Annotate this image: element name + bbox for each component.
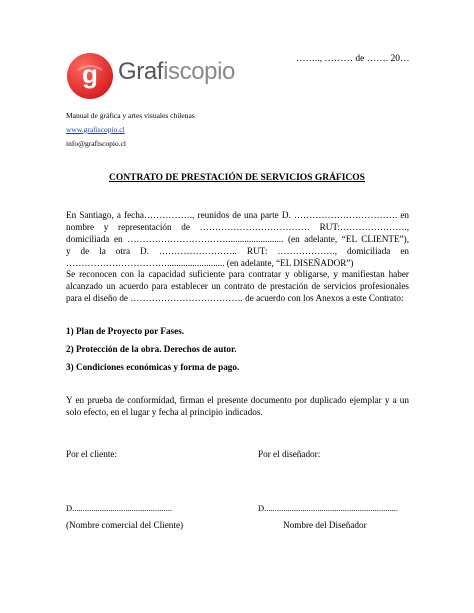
subtitle: Manual de gráfica y artes visuales chilenas <box>66 111 195 120</box>
section-heading-1: 1) Plan de Proyecto por Fases. <box>66 326 185 336</box>
email-address: info@grafiscopio.cl <box>66 139 127 148</box>
designer-signature-label: Por el diseñador: <box>258 449 321 459</box>
paragraph-line: ……………………………......................... (en adelante, “EL DISEÑADOR”) <box>66 258 354 268</box>
paragraph-line: nombre y representación de ……………………………… RUT:…………………., <box>66 222 409 232</box>
paragraph-line: Se reconocen con la capacidad suficiente para contratar y obligarse, y manifiestan haber <box>66 269 409 279</box>
paragraph-line: domiciliada en ……………………………........................ (en adelante, “EL CLIENTE”), <box>66 234 409 244</box>
paragraph-line: En Santiago, a fecha……………., reunidos de una parte D. ……………………………. en <box>66 210 409 220</box>
client-signature-line: D............................................... <box>66 503 173 513</box>
section-heading-3: 3) Condiciones económicas y forma de pago. <box>66 362 240 372</box>
paragraph-line: y de la otra D. …………………….. RUT: ………………., domiciliada en <box>66 246 409 256</box>
paragraph-line: Y en prueba de conformidad, firman el presente documento por duplicado ejemplar y a un <box>66 395 409 405</box>
svg-text:g: g <box>82 59 98 89</box>
grafiscopio-logo <box>66 52 246 98</box>
client-name-caption: (Nombre comercial del Cliente) <box>66 520 184 530</box>
client-signature-label: Por el cliente: <box>66 449 118 459</box>
website-link[interactable]: www.grafiscopio.cl <box>66 125 125 134</box>
section-heading-2: 2) Protección de la obra. Derechos de autor. <box>66 344 237 354</box>
paragraph-line: para el diseño de ………………………………. de acuerdo con los Anexos a este Contrato: <box>66 293 404 303</box>
logo-g-icon <box>66 52 114 100</box>
designer-signature-line: D............................................................... <box>258 503 399 513</box>
document-title: CONTRATO DE PRESTACIÓN DE SERVICIOS GRÁFICOS <box>109 173 365 183</box>
closing-paragraph <box>66 394 409 418</box>
logo-text: Grafiscopio <box>118 58 235 85</box>
designer-name-caption: Nombre del Diseñador <box>283 520 367 530</box>
date-line: …….., ……… de ……. 20… <box>296 54 410 64</box>
paragraph-line: alcanzado un acuerdo para establecer un contrato de prestación de servicios profesionales <box>66 281 409 291</box>
parties-paragraph <box>66 209 409 269</box>
paragraph-line: solo efecto, en el lugar y fecha al principio indicados. <box>66 407 263 417</box>
agreement-paragraph <box>66 268 409 304</box>
